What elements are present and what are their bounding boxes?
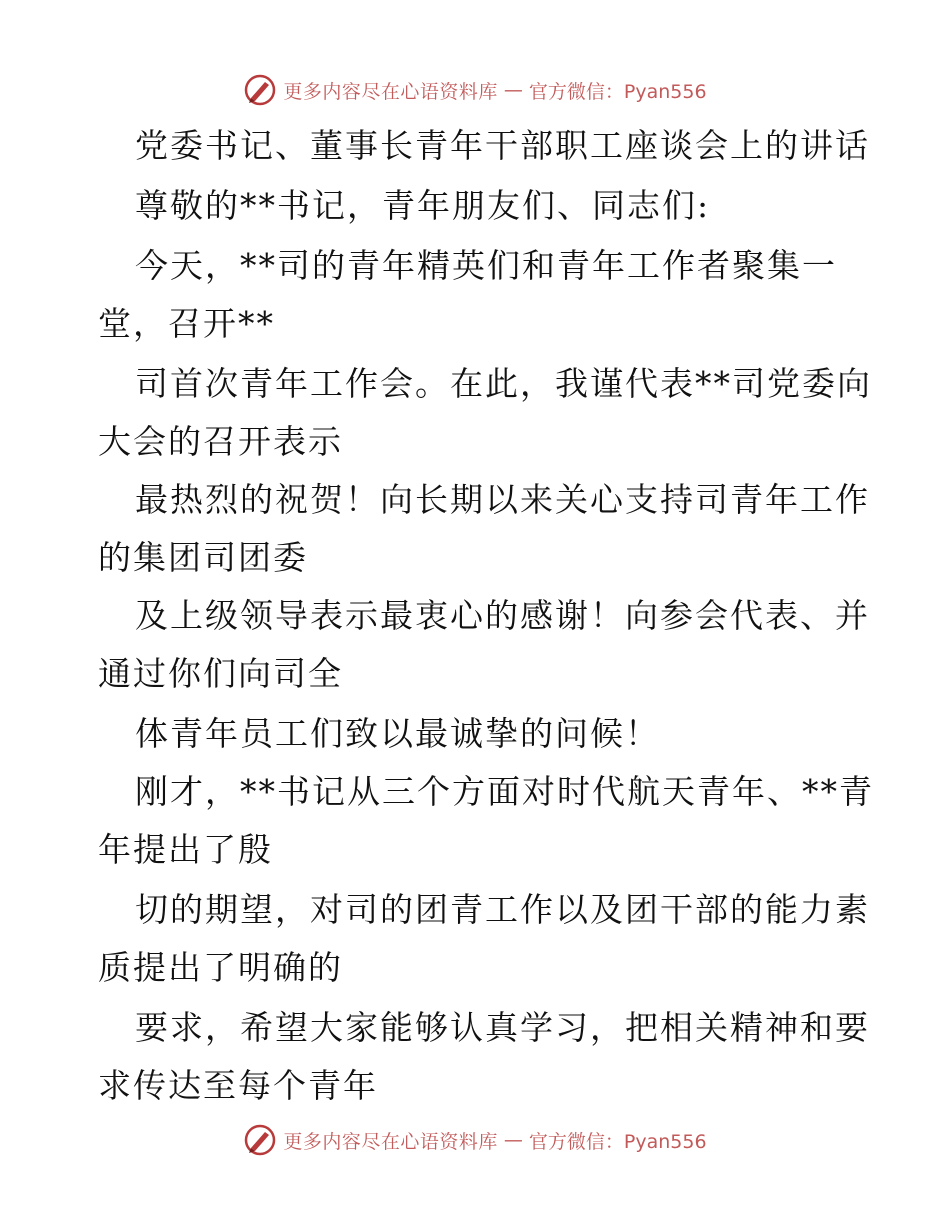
paragraph-line: 体青年员工们致以最诚挚的问候！: [135, 714, 660, 753]
banner-brand: 更多内容尽在心语资料库: [283, 80, 498, 103]
paragraph-line: 及上级领导表示最衷心的感谢！向参会代表、并: [135, 596, 870, 635]
paragraph-line: 堂，召开**: [98, 304, 275, 343]
paragraph-line: 最热烈的祝贺！向长期以来关心支持司青年工作: [135, 480, 870, 519]
pen-logo-icon: [243, 73, 277, 107]
paragraph-line: 求传达至每个青年: [98, 1066, 378, 1105]
paragraph-line: 切的期望，对司的团青工作以及团干部的能力素: [135, 890, 870, 929]
paragraph-line: 大会的召开表示: [98, 422, 343, 461]
paragraph-line: 的集团司团委: [98, 538, 308, 577]
document-title: 党委书记、董事长青年干部职工座谈会上的讲话: [135, 126, 870, 165]
paragraph-line: 年提出了殷: [98, 830, 273, 869]
banner-brand: 更多内容尽在心语资料库: [283, 1130, 498, 1153]
paragraph-line: 要求，希望大家能够认真学习，把相关精神和要: [135, 1008, 870, 1047]
banner-separator: —: [503, 79, 523, 101]
header-banner: [0, 70, 950, 110]
paragraph-line: 尊敬的**书记，青年朋友们、同志们:: [135, 186, 711, 225]
banner-contact: 官方微信：Pyan556: [528, 80, 707, 103]
paragraph-line: 今天，**司的青年精英们和青年工作者聚集一: [135, 246, 837, 285]
pen-logo-icon: [243, 1123, 277, 1157]
banner-contact: 官方微信：Pyan556: [528, 1130, 707, 1153]
banner-separator: —: [503, 1129, 523, 1151]
footer-banner: [0, 1120, 950, 1160]
paragraph-line: 通过你们向司全: [98, 654, 343, 693]
paragraph-line: 刚才，**书记从三个方面对时代航天青年、**青: [135, 772, 874, 811]
paragraph-line: 司首次青年工作会。在此，我谨代表**司党委向: [135, 364, 872, 403]
paragraph-line: 质提出了明确的: [98, 948, 343, 987]
